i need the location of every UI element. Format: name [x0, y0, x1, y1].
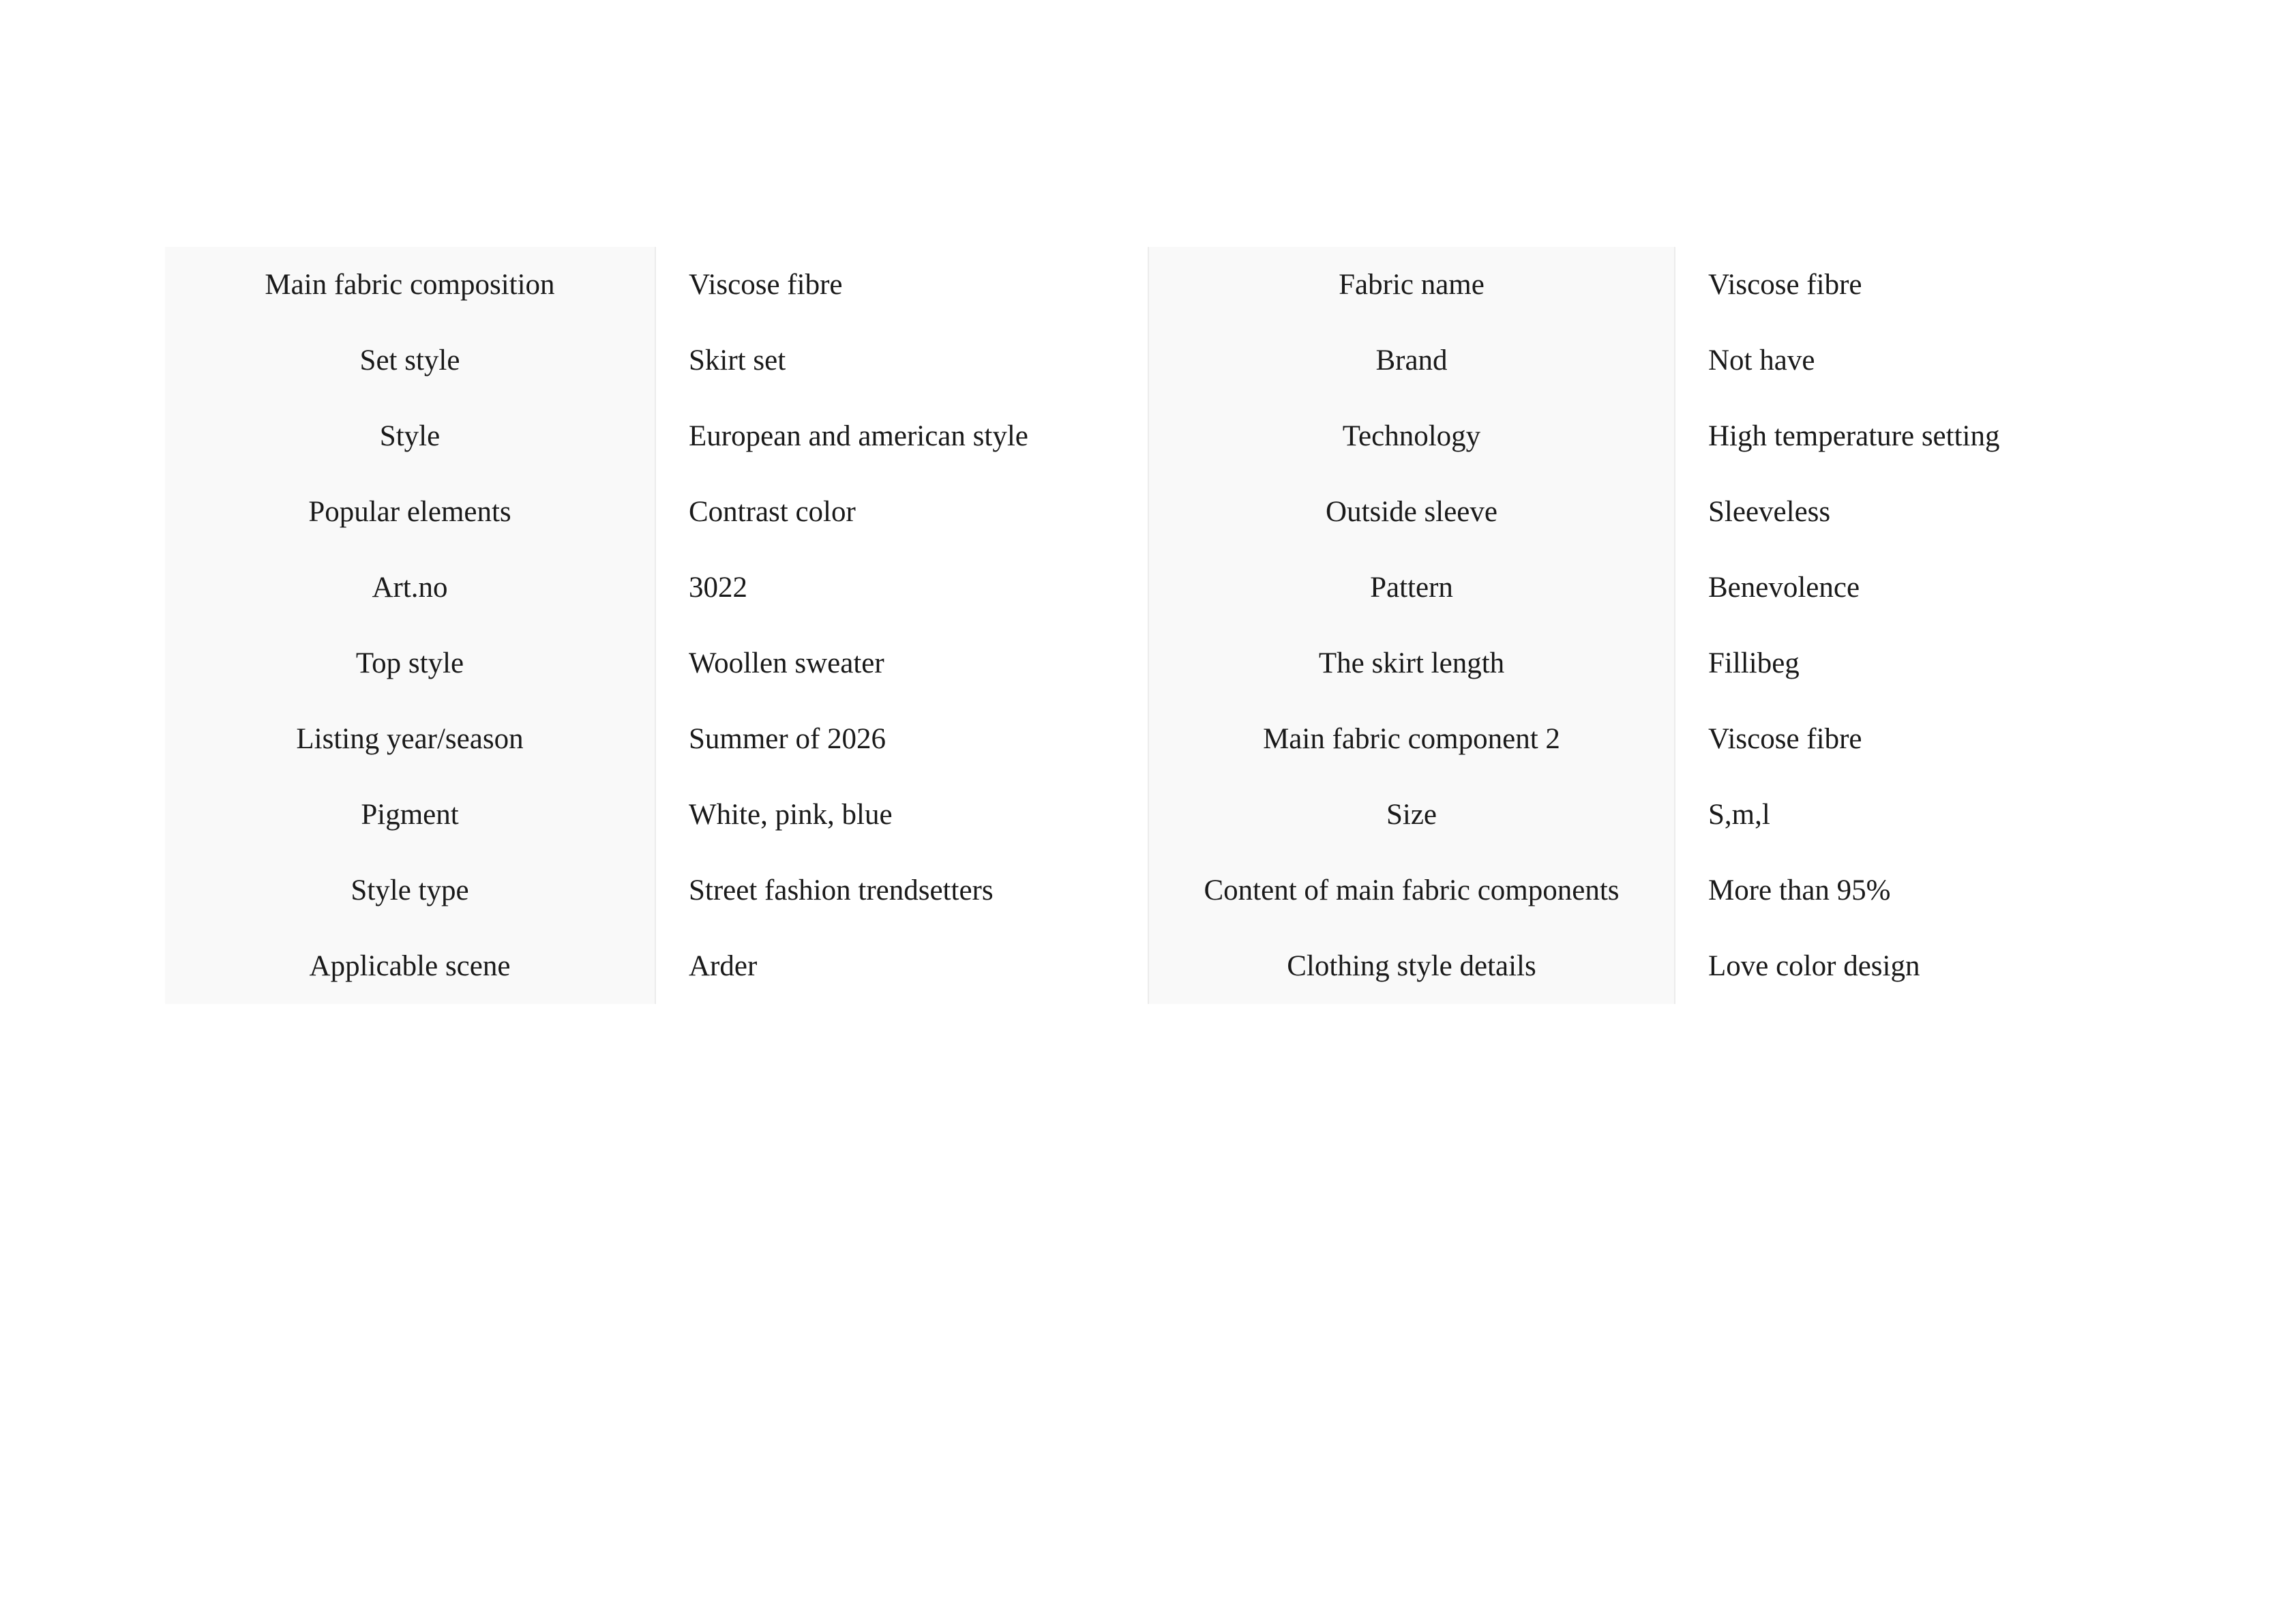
- attribute-label: Popular elements: [165, 474, 655, 550]
- attribute-value: European and american style: [655, 398, 1148, 474]
- attribute-label: Brand: [1148, 323, 1675, 398]
- attribute-label: Clothing style details: [1148, 928, 1675, 1004]
- attribute-label: Main fabric component 2: [1148, 701, 1675, 777]
- attribute-label: Pattern: [1148, 550, 1675, 625]
- attribute-value: Love color design: [1675, 928, 2162, 1004]
- attribute-value: White, pink, blue: [655, 777, 1148, 853]
- attribute-value: Benevolence: [1675, 550, 2162, 625]
- attribute-value: Not have: [1675, 323, 2162, 398]
- attribute-label: Style: [165, 398, 655, 474]
- attribute-value: Fillibeg: [1675, 625, 2162, 701]
- attribute-label: Style type: [165, 853, 655, 928]
- attribute-value: Summer of 2026: [655, 701, 1148, 777]
- attributes-table-body: [165, 247, 2162, 1004]
- table-row: [165, 247, 2162, 323]
- attribute-value: Viscose fibre: [1675, 701, 2162, 777]
- attribute-value: Viscose fibre: [1675, 247, 2162, 323]
- attribute-label: Size: [1148, 777, 1675, 853]
- table-row: [165, 928, 2162, 1004]
- table-row: [165, 550, 2162, 625]
- attribute-value: More than 95%: [1675, 853, 2162, 928]
- attribute-value: Woollen sweater: [655, 625, 1148, 701]
- table-row: [165, 625, 2162, 701]
- attribute-label: The skirt length: [1148, 625, 1675, 701]
- attribute-value: Sleeveless: [1675, 474, 2162, 550]
- attribute-label: Content of main fabric components: [1148, 853, 1675, 928]
- attribute-label: Applicable scene: [165, 928, 655, 1004]
- attribute-value: High temperature setting: [1675, 398, 2162, 474]
- table-row: [165, 474, 2162, 550]
- attribute-value: Street fashion trendsetters: [655, 853, 1148, 928]
- table-row: [165, 777, 2162, 853]
- attribute-label: Outside sleeve: [1148, 474, 1675, 550]
- table-row: [165, 701, 2162, 777]
- attribute-label: Pigment: [165, 777, 655, 853]
- attribute-value: Arder: [655, 928, 1148, 1004]
- attribute-label: Listing year/season: [165, 701, 655, 777]
- attribute-label: Art.no: [165, 550, 655, 625]
- attribute-value: Skirt set: [655, 323, 1148, 398]
- attribute-label: Fabric name: [1148, 247, 1675, 323]
- table-row: [165, 323, 2162, 398]
- attribute-value: S,m,l: [1675, 777, 2162, 853]
- attribute-value: 3022: [655, 550, 1148, 625]
- attribute-value: Viscose fibre: [655, 247, 1148, 323]
- attribute-label: Technology: [1148, 398, 1675, 474]
- attribute-label: Set style: [165, 323, 655, 398]
- product-attributes-table: [165, 247, 2162, 1004]
- attribute-label: Top style: [165, 625, 655, 701]
- table-row: [165, 398, 2162, 474]
- attribute-value: Contrast color: [655, 474, 1148, 550]
- attribute-label: Main fabric composition: [165, 247, 655, 323]
- table-row: [165, 853, 2162, 928]
